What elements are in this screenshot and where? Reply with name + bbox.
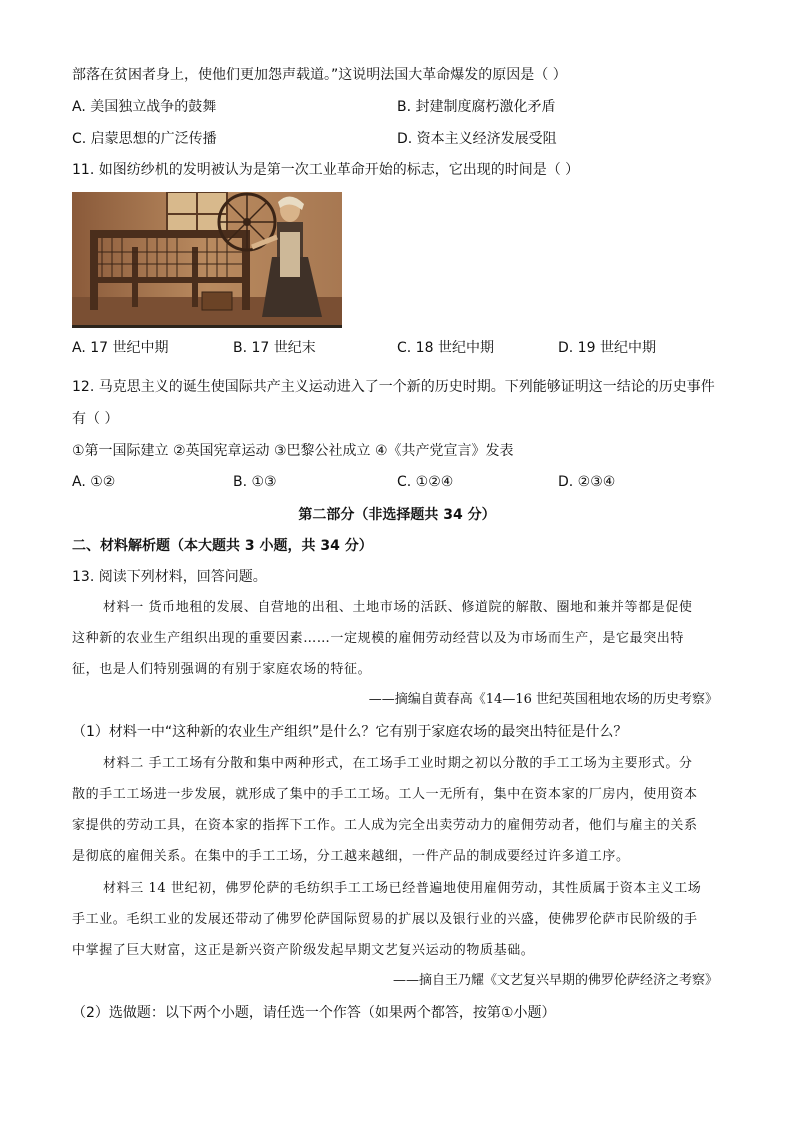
q10-stem-tail: 部落在贫困者身上，使他们更加怨声载道。”这说明法国大革命爆发的原因是（ ） xyxy=(72,67,567,83)
q13-sub1: （1）材料一中“这种新的农业生产组织”是什么？它有别于家庭农场的最突出特征是什么？ xyxy=(72,724,628,740)
spinning-jenny-illustration xyxy=(72,192,342,328)
q12-option-b: B. ①③ xyxy=(233,474,277,490)
q10-option-a: A. 美国独立战争的鼓舞 xyxy=(72,99,217,115)
q11-stem: 11. 如图纺纱机的发明被认为是第一次工业革命开始的标志，它出现的时间是（ ） xyxy=(72,162,580,178)
section-heading: 二、材料解析题（本大题共 3 小题，共 34 分） xyxy=(72,538,373,554)
q11-option-b: B. 17 世纪末 xyxy=(233,340,316,356)
q12-option-d: D. ②③④ xyxy=(558,474,616,490)
material2-line: 散的手工工场进一步发展，就形成了集中的手工工场。工人一无所有，集中在资本家的厂房内，使用资本 xyxy=(72,787,698,802)
q11-option-c: C. 18 世纪中期 xyxy=(397,340,494,356)
q12-items: ①第一国际建立 ②英国宪章运动 ③巴黎公社成立 ④《共产党宣言》发表 xyxy=(72,443,514,459)
material3-source: ——摘自王乃耀《文艺复兴早期的佛罗伦萨经济之考察》 xyxy=(392,973,718,988)
q10-option-c: C. 启蒙思想的广泛传播 xyxy=(72,131,217,147)
material2-line: 材料二 手工工场有分散和集中两种形式，在工场手工业时期之初以分散的手工工场为主要形式。分 xyxy=(103,756,693,771)
material1-line: 征，也是人们特别强调的有别于家庭农场的特征。 xyxy=(72,662,372,677)
q12-option-c: C. ①②④ xyxy=(397,474,454,490)
q12-option-a: A. ①② xyxy=(72,474,116,490)
material3-line: 中掌握了巨大财富，这正是新兴资产阶级发起早期文艺复兴运动的物质基础。 xyxy=(72,943,535,958)
q12-stem-line2: 有（ ） xyxy=(72,411,119,427)
q13-sub2: （2）选做题：以下两个小题，请任选一个作答（如果两个都答，按第①小题） xyxy=(72,1005,556,1021)
q11-option-a: A. 17 世纪中期 xyxy=(72,340,169,356)
q11-option-d: D. 19 世纪中期 xyxy=(558,340,656,356)
q10-option-d: D. 资本主义经济发展受阻 xyxy=(397,131,557,147)
material3-line: 材料三 14 世纪初，佛罗伦萨的毛纺织手工工场已经普遍地使用雇佣劳动，其性质属于资本主义工场 xyxy=(103,881,702,896)
q13-stem: 13. 阅读下列材料，回答问题。 xyxy=(72,569,267,585)
material1-source: ——摘编自黄春高《14—16 世纪英国租地农场的历史考察》 xyxy=(368,692,718,707)
material2-line: 是彻底的雇佣关系。在集中的手工工场，分工越来越细，一件产品的制成要经过许多道工序。 xyxy=(72,849,630,864)
material3-line: 手工业。毛织工业的发展还带动了佛罗伦萨国际贸易的扩展以及银行业的兴盛，使佛罗伦萨市民阶级的手 xyxy=(72,912,698,927)
material2-line: 家提供的劳动工具，在资本家的指挥下工作。工人成为完全出卖劳动力的雇佣劳动者，他们与雇主的关系 xyxy=(72,818,698,833)
part2-title: 第二部分（非选择题共 34 分） xyxy=(298,507,496,523)
q12-stem-line1: 12. 马克思主义的诞生使国际共产主义运动进入了一个新的历史时期。下列能够证明这一结论的历史事件 xyxy=(72,379,715,395)
material1-line: 这种新的农业生产组织出现的重要因素……一定规模的雇佣劳动经营以及为市场而生产，是它最突出特 xyxy=(72,631,685,646)
q10-option-b: B. 封建制度腐朽激化矛盾 xyxy=(397,99,556,115)
material1-line: 材料一 货币地租的发展、自营地的出租、土地市场的活跃、修道院的解散、圈地和兼并等都是促使 xyxy=(103,600,693,615)
